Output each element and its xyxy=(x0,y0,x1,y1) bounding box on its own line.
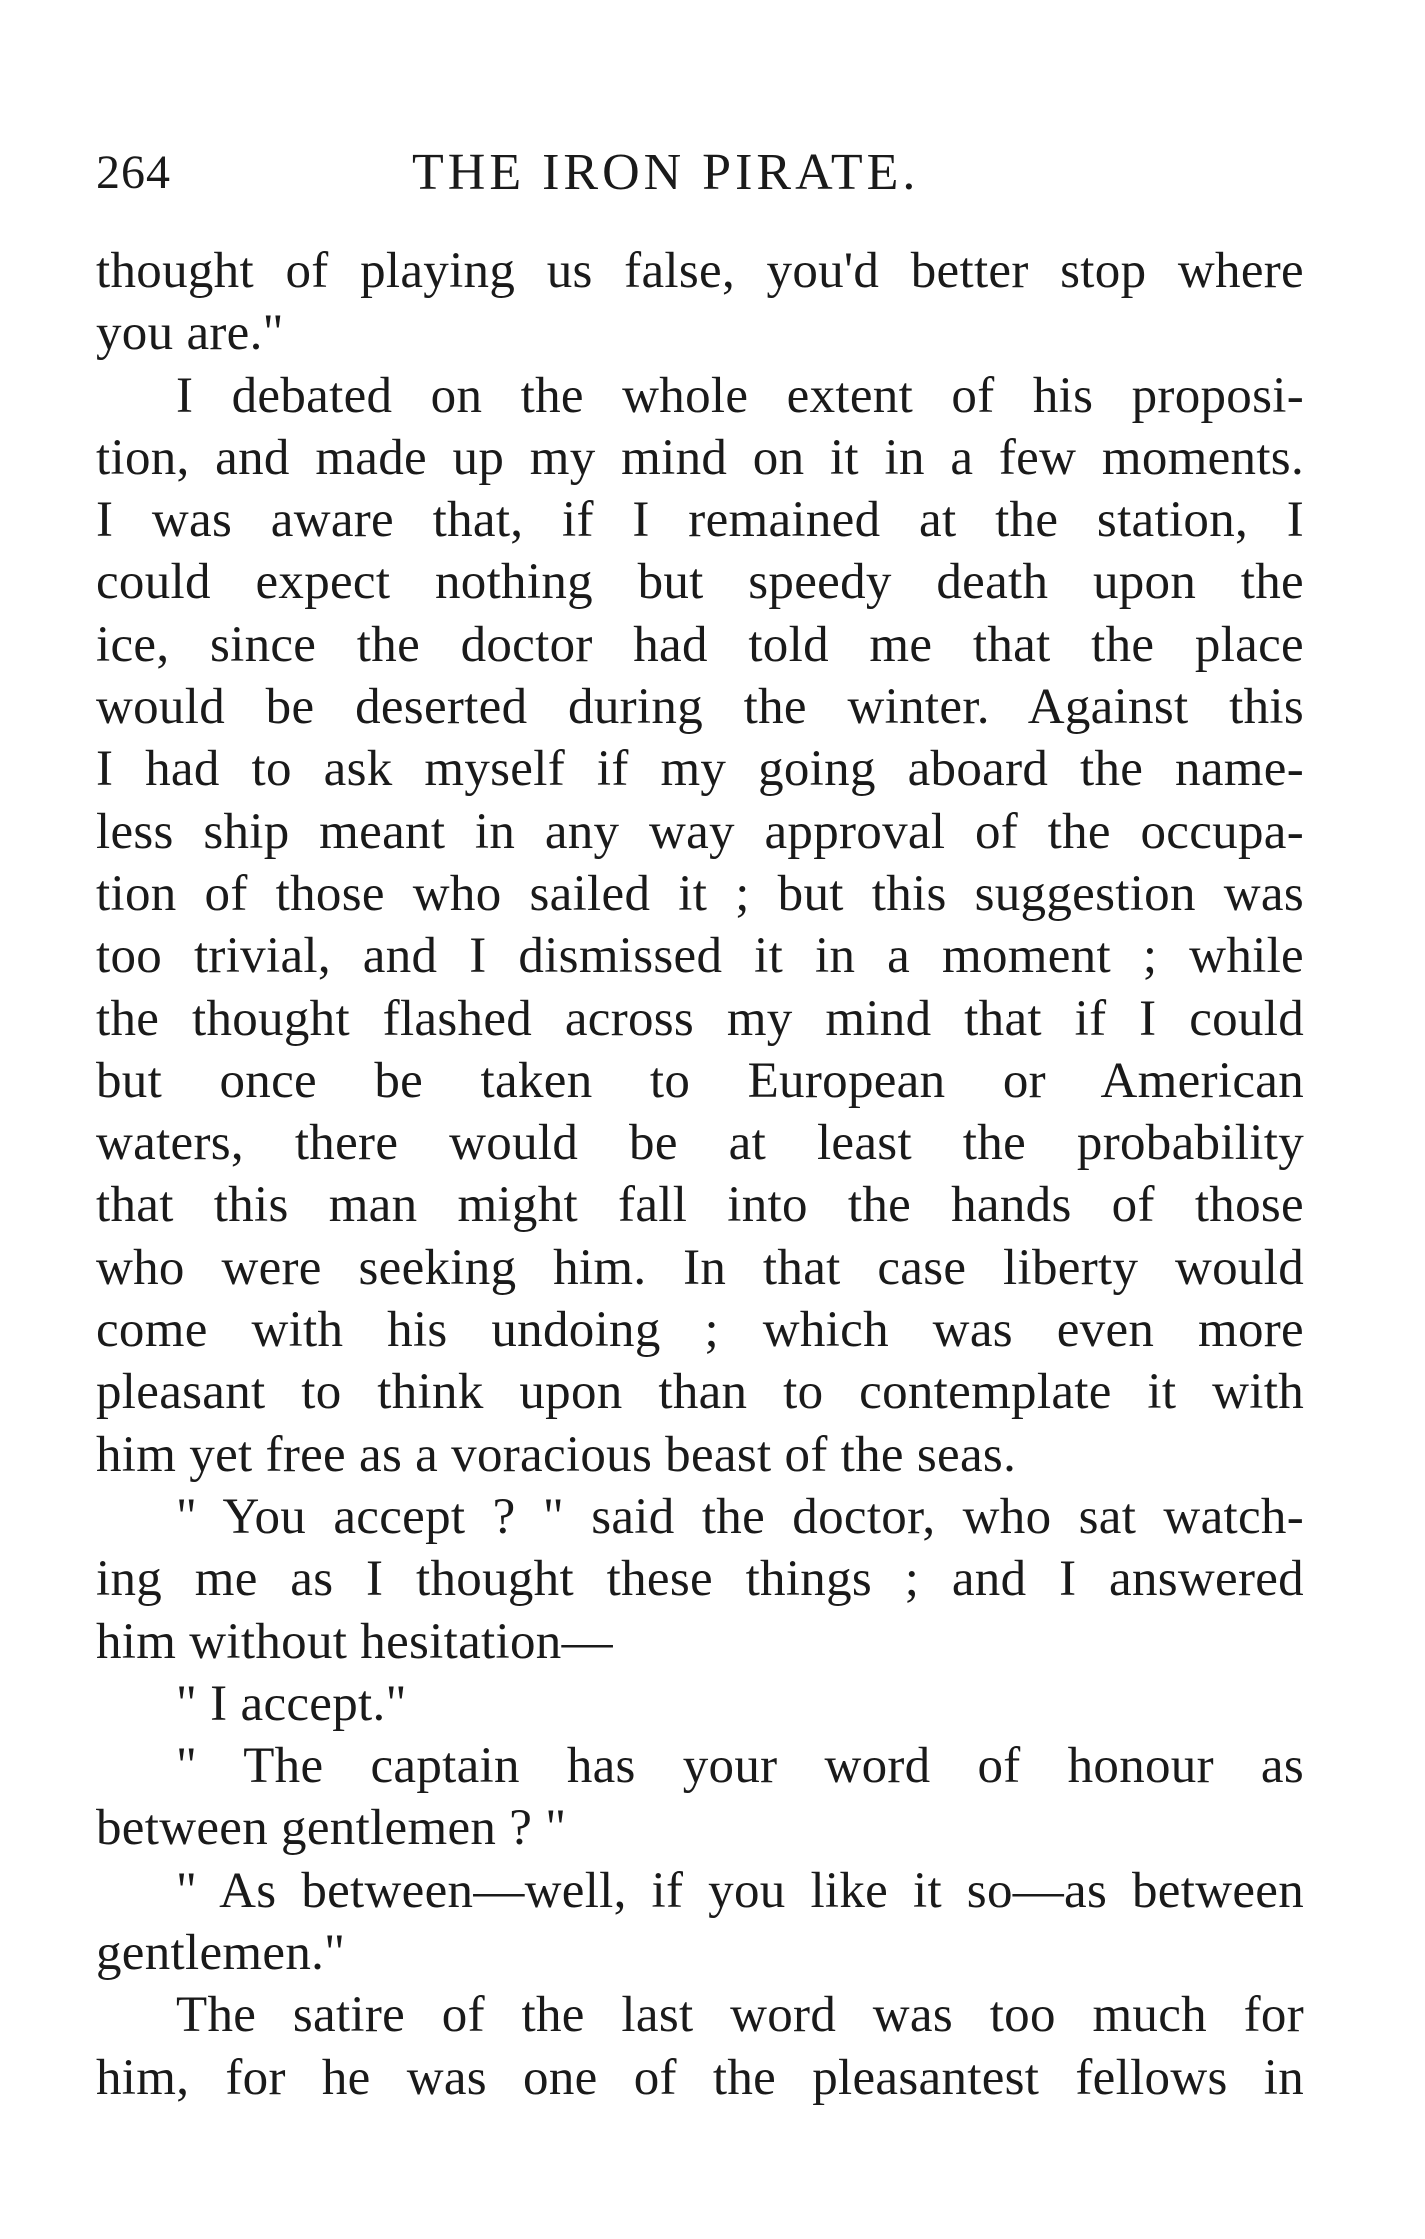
running-title: THE IRON PIRATE. xyxy=(412,144,920,201)
text-line: could expect nothing but speedy death upon the xyxy=(96,554,1304,611)
text-line: who were seeking him. In that case liberty would xyxy=(96,1239,1304,1296)
text-line: " I accept." xyxy=(176,1675,407,1732)
text-line: would be deserted during the winter. Against this xyxy=(96,679,1304,736)
text-line: ing me as I thought these things ; and I answered xyxy=(96,1551,1304,1608)
page-number: 264 xyxy=(96,146,171,199)
text-line: I had to ask myself if my going aboard the name- xyxy=(96,741,1304,798)
text-line: gentlemen." xyxy=(96,1925,346,1982)
text-line: I debated on the whole extent of his proposi- xyxy=(176,367,1304,424)
text-line: you are." xyxy=(96,305,284,362)
text-line: between gentlemen ? " xyxy=(96,1800,567,1857)
running-head xyxy=(0,138,1425,208)
text-line: I was aware that, if I remained at the station, I xyxy=(96,492,1304,549)
text-line: too trivial, and I dismissed it in a moment ; while xyxy=(96,928,1304,985)
text-line: him, for he was one of the pleasantest fellows in xyxy=(96,2049,1304,2106)
text-line: The satire of the last word was too much for xyxy=(176,1987,1304,2044)
text-line: that this man might fall into the hands of those xyxy=(96,1177,1304,1234)
text-line: him without hesitation— xyxy=(96,1613,613,1670)
text-line: less ship meant in any way approval of the occupa- xyxy=(96,803,1304,860)
text-line: pleasant to think upon than to contemplate it with xyxy=(96,1364,1304,1421)
text-line: waters, there would be at least the probability xyxy=(96,1115,1304,1172)
text-line: tion of those who sailed it ; but this suggestion was xyxy=(96,865,1304,922)
text-line: " The captain has your word of honour as xyxy=(176,1738,1304,1795)
text-line: ice, since the doctor had told me that the place xyxy=(96,616,1304,673)
text-line: " You accept ? " said the doctor, who sat watch- xyxy=(176,1488,1304,1545)
text-line: tion, and made up my mind on it in a few moments. xyxy=(96,429,1304,486)
text-line: but once be taken to European or American xyxy=(96,1052,1304,1109)
body-text xyxy=(96,240,1304,2109)
text-line: come with his undoing ; which was even more xyxy=(96,1302,1304,1359)
text-line: " As between—well, if you like it so—as between xyxy=(176,1862,1304,1919)
text-line: him yet free as a voracious beast of the seas. xyxy=(96,1426,1017,1483)
text-line: the thought flashed across my mind that if I could xyxy=(96,990,1304,1047)
text-line: thought of playing us false, you'd better stop where xyxy=(96,243,1304,299)
